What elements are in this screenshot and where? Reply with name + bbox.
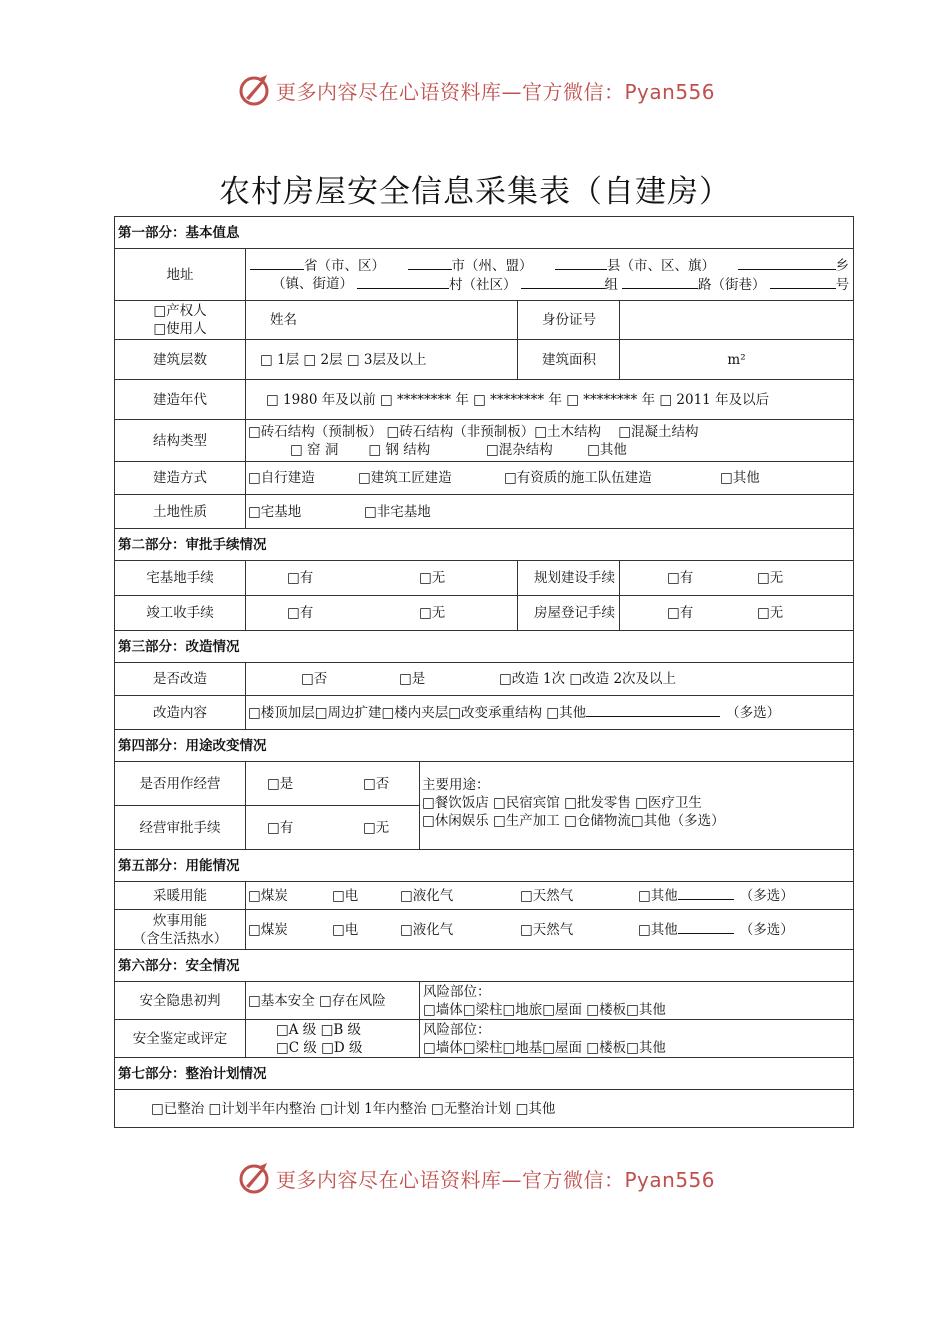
main-use-cell[interactable] xyxy=(420,762,854,850)
survey-form-table xyxy=(114,216,854,1128)
cooking-lpg[interactable]: □液化气 xyxy=(400,922,454,938)
main-use-title: 主要用途： xyxy=(422,777,490,793)
homestead-no[interactable]: □无 xyxy=(419,570,446,586)
addr-zu: 组 xyxy=(604,276,619,293)
method-other[interactable]: □其他 xyxy=(720,470,760,486)
watermark-logo-icon xyxy=(236,1160,272,1196)
watermark-banner-top xyxy=(236,72,756,108)
owner-type-cell xyxy=(115,301,246,340)
completion-no[interactable]: □无 xyxy=(419,605,446,621)
address-field[interactable] xyxy=(246,249,854,301)
evaluation-risk-cell[interactable] xyxy=(420,1020,854,1058)
page-title: 农村房屋安全信息采集表（自建房） xyxy=(219,174,731,210)
business-use-label: 是否用作经营 xyxy=(115,762,246,806)
completion-permit-label: 竣工收手续 xyxy=(115,596,246,631)
method-label: 建造方式 xyxy=(115,462,246,495)
land-non-homestead[interactable]: □非宅基地 xyxy=(364,503,431,520)
evaluation-risk-options: □墙体□梁柱□地基□屋面 □楼板□其他 xyxy=(423,1039,666,1056)
id-input[interactable] xyxy=(620,301,854,340)
cooking-label-sub: （含生活热水） xyxy=(132,930,228,947)
addr-xian: 县（市、区、旗） xyxy=(607,257,716,274)
cooking-coal[interactable]: □煤炭 xyxy=(248,922,288,938)
registration-label: 房屋登记手续 xyxy=(518,596,620,631)
cooking-options[interactable] xyxy=(246,910,854,950)
cooking-other[interactable]: □其他 xyxy=(638,922,678,938)
hazard-risk-cell[interactable] xyxy=(420,982,854,1020)
cooking-label xyxy=(115,910,246,950)
registration-no[interactable]: □无 xyxy=(757,605,784,621)
renovation-options[interactable] xyxy=(246,663,854,696)
section-heading-3: 第三部分：改造情况 xyxy=(115,631,854,663)
structure-options[interactable] xyxy=(246,420,854,462)
floors-options[interactable]: □ 1层 □ 2层 □ 3层及以上 xyxy=(246,340,518,380)
section-heading-2: 第二部分：审批手续情况 xyxy=(115,529,854,561)
method-craftsman[interactable]: □建筑工匠建造 xyxy=(358,470,452,486)
section-heading-7: 第七部分：整治计划情况 xyxy=(115,1058,854,1090)
method-contractor[interactable]: □有资质的施工队伍建造 xyxy=(504,470,652,486)
section-heading-6: 第六部分：安全情况 xyxy=(115,950,854,982)
era-options[interactable]: □ 1980 年及以前 □ ******** 年 □ ******** 年 □ ******** 年 □ 2011 年及以后 xyxy=(246,380,854,420)
hazard-risk-options: □墙体□梁柱□地旅□屋面 □楼板□其他 xyxy=(423,1001,666,1018)
land-label: 土地性质 xyxy=(115,495,246,529)
cooking-multi-note: （多选） xyxy=(739,922,794,938)
addr-hao: 号 xyxy=(835,276,850,293)
homestead-yes[interactable]: □有 xyxy=(287,570,314,586)
heating-coal[interactable]: □煤炭 xyxy=(248,888,288,904)
watermark-logo-icon xyxy=(236,72,272,108)
renovation-no[interactable]: □否 xyxy=(301,671,328,687)
watermark-text: 更多内容尽在心语资料库—官方微信：Pyan556 xyxy=(276,1167,716,1192)
addr-zhen: （镇、街道） xyxy=(272,275,353,292)
approval-no[interactable]: □无 xyxy=(363,819,390,836)
business-approval-label: 经营审批手续 xyxy=(115,806,246,850)
business-no[interactable]: □否 xyxy=(363,775,390,792)
evaluation-label: 安全鉴定或评定 xyxy=(115,1020,246,1058)
registration-options[interactable] xyxy=(620,596,854,631)
evaluation-options[interactable] xyxy=(246,1020,420,1058)
area-field[interactable] xyxy=(620,340,854,380)
heating-other[interactable]: □其他 xyxy=(638,888,678,904)
registration-yes[interactable]: □有 xyxy=(667,605,694,621)
addr-cun: 村（社区） xyxy=(449,276,517,293)
hazard-risk-title: 风险部位： xyxy=(423,983,491,1000)
addr-sheng: 省（市、区） xyxy=(304,257,385,274)
business-approval-options[interactable] xyxy=(246,806,420,850)
homestead-permit-options[interactable] xyxy=(246,561,518,596)
renovation-content-choices[interactable]: □楼顶加层□周边扩建□楼内夹层□改变承重结构 □其他 xyxy=(248,705,587,721)
heating-options[interactable] xyxy=(246,882,854,910)
addr-lu: 路（街巷） xyxy=(698,276,766,293)
cooking-electric[interactable]: □电 xyxy=(332,922,359,938)
method-self[interactable]: □自行建造 xyxy=(248,470,315,486)
completion-permit-options[interactable] xyxy=(246,596,518,631)
cooking-gas[interactable]: □天然气 xyxy=(520,922,574,938)
evaluation-ab: □A 级 □B 级 xyxy=(276,1021,362,1038)
renovation-content-label: 改造内容 xyxy=(115,696,246,730)
hazard-label: 安全隐患初判 xyxy=(115,982,246,1020)
watermark-text: 更多内容尽在心语资料库—官方微信：Pyan556 xyxy=(276,79,716,104)
structure-label: 结构类型 xyxy=(115,420,246,462)
area-unit: m² xyxy=(727,351,746,368)
name-field[interactable] xyxy=(246,301,518,340)
planning-permit-options[interactable] xyxy=(620,561,854,596)
renovation-content-options[interactable] xyxy=(246,696,854,730)
main-use-line-2: □休闲娱乐 □生产加工 □仓储物流□其他（多选） xyxy=(422,813,725,829)
land-options[interactable] xyxy=(246,495,854,529)
user-checkbox[interactable]: □使用人 xyxy=(153,321,207,337)
renovation-count[interactable]: □改造 1次 □改造 2次及以上 xyxy=(499,671,677,687)
heating-label: 采暖用能 xyxy=(115,882,246,910)
land-homestead[interactable]: □宅基地 xyxy=(248,503,302,520)
id-label: 身份证号 xyxy=(518,301,620,340)
homestead-permit-label: 宅基地手续 xyxy=(115,561,246,596)
heating-electric[interactable]: □电 xyxy=(332,888,359,904)
addr-xiang: 乡 xyxy=(835,257,850,274)
watermark-banner-bottom xyxy=(236,1160,756,1196)
renovation-label: 是否改造 xyxy=(115,663,246,696)
remediation-options[interactable]: □已整治 □计划半年内整治 □计划 1年内整治 □无整治计划 □其他 xyxy=(115,1090,854,1128)
addr-shi: 市（州、盟） xyxy=(451,257,533,274)
structure-line-1: □砖石结构（预制板） □砖石结构（非预制板）□土木结构 □混凝土结构 xyxy=(248,423,699,440)
planning-permit-label: 规划建设手续 xyxy=(518,561,620,596)
planning-yes[interactable]: □有 xyxy=(667,570,694,586)
section-heading-5: 第五部分：用能情况 xyxy=(115,850,854,882)
main-use-line-1: □餐饮饭店 □民宿宾馆 □批发零售 □医疗卫生 xyxy=(422,795,702,811)
method-options[interactable] xyxy=(246,462,854,495)
renovation-yes[interactable]: □是 xyxy=(399,671,426,687)
address-row xyxy=(115,249,854,301)
structure-line-2: □ 窑 洞 □ 钢 结构 □混杂结构 □其他 xyxy=(290,441,627,458)
heating-lpg[interactable]: □液化气 xyxy=(400,888,454,904)
cooking-label-main: 炊事用能 xyxy=(153,912,207,929)
completion-yes[interactable]: □有 xyxy=(287,605,314,621)
business-use-options[interactable] xyxy=(246,762,420,806)
owner-checkbox[interactable]: □产权人 xyxy=(153,303,207,319)
floors-label: 建筑层数 xyxy=(115,340,246,380)
evaluation-cd: □C 级 □D 级 xyxy=(276,1039,363,1056)
evaluation-risk-title: 风险部位： xyxy=(423,1021,491,1038)
heating-gas[interactable]: □天然气 xyxy=(520,888,574,904)
address-label: 地址 xyxy=(115,249,246,301)
renovation-multi-note: （多选） xyxy=(726,705,781,721)
section-heading-4: 第四部分：用途改变情况 xyxy=(115,730,854,762)
era-label: 建造年代 xyxy=(115,380,246,420)
heating-multi-note: （多选） xyxy=(739,888,794,904)
hazard-options[interactable]: □基本安全 □存在风险 xyxy=(246,982,420,1020)
approval-yes[interactable]: □有 xyxy=(267,819,294,836)
business-yes[interactable]: □是 xyxy=(267,775,294,792)
section-heading-1: 第一部分：基本值息 xyxy=(115,217,854,249)
name-label: 姓名 xyxy=(270,312,297,328)
area-label: 建筑面积 xyxy=(518,340,620,380)
planning-no[interactable]: □无 xyxy=(757,570,784,586)
